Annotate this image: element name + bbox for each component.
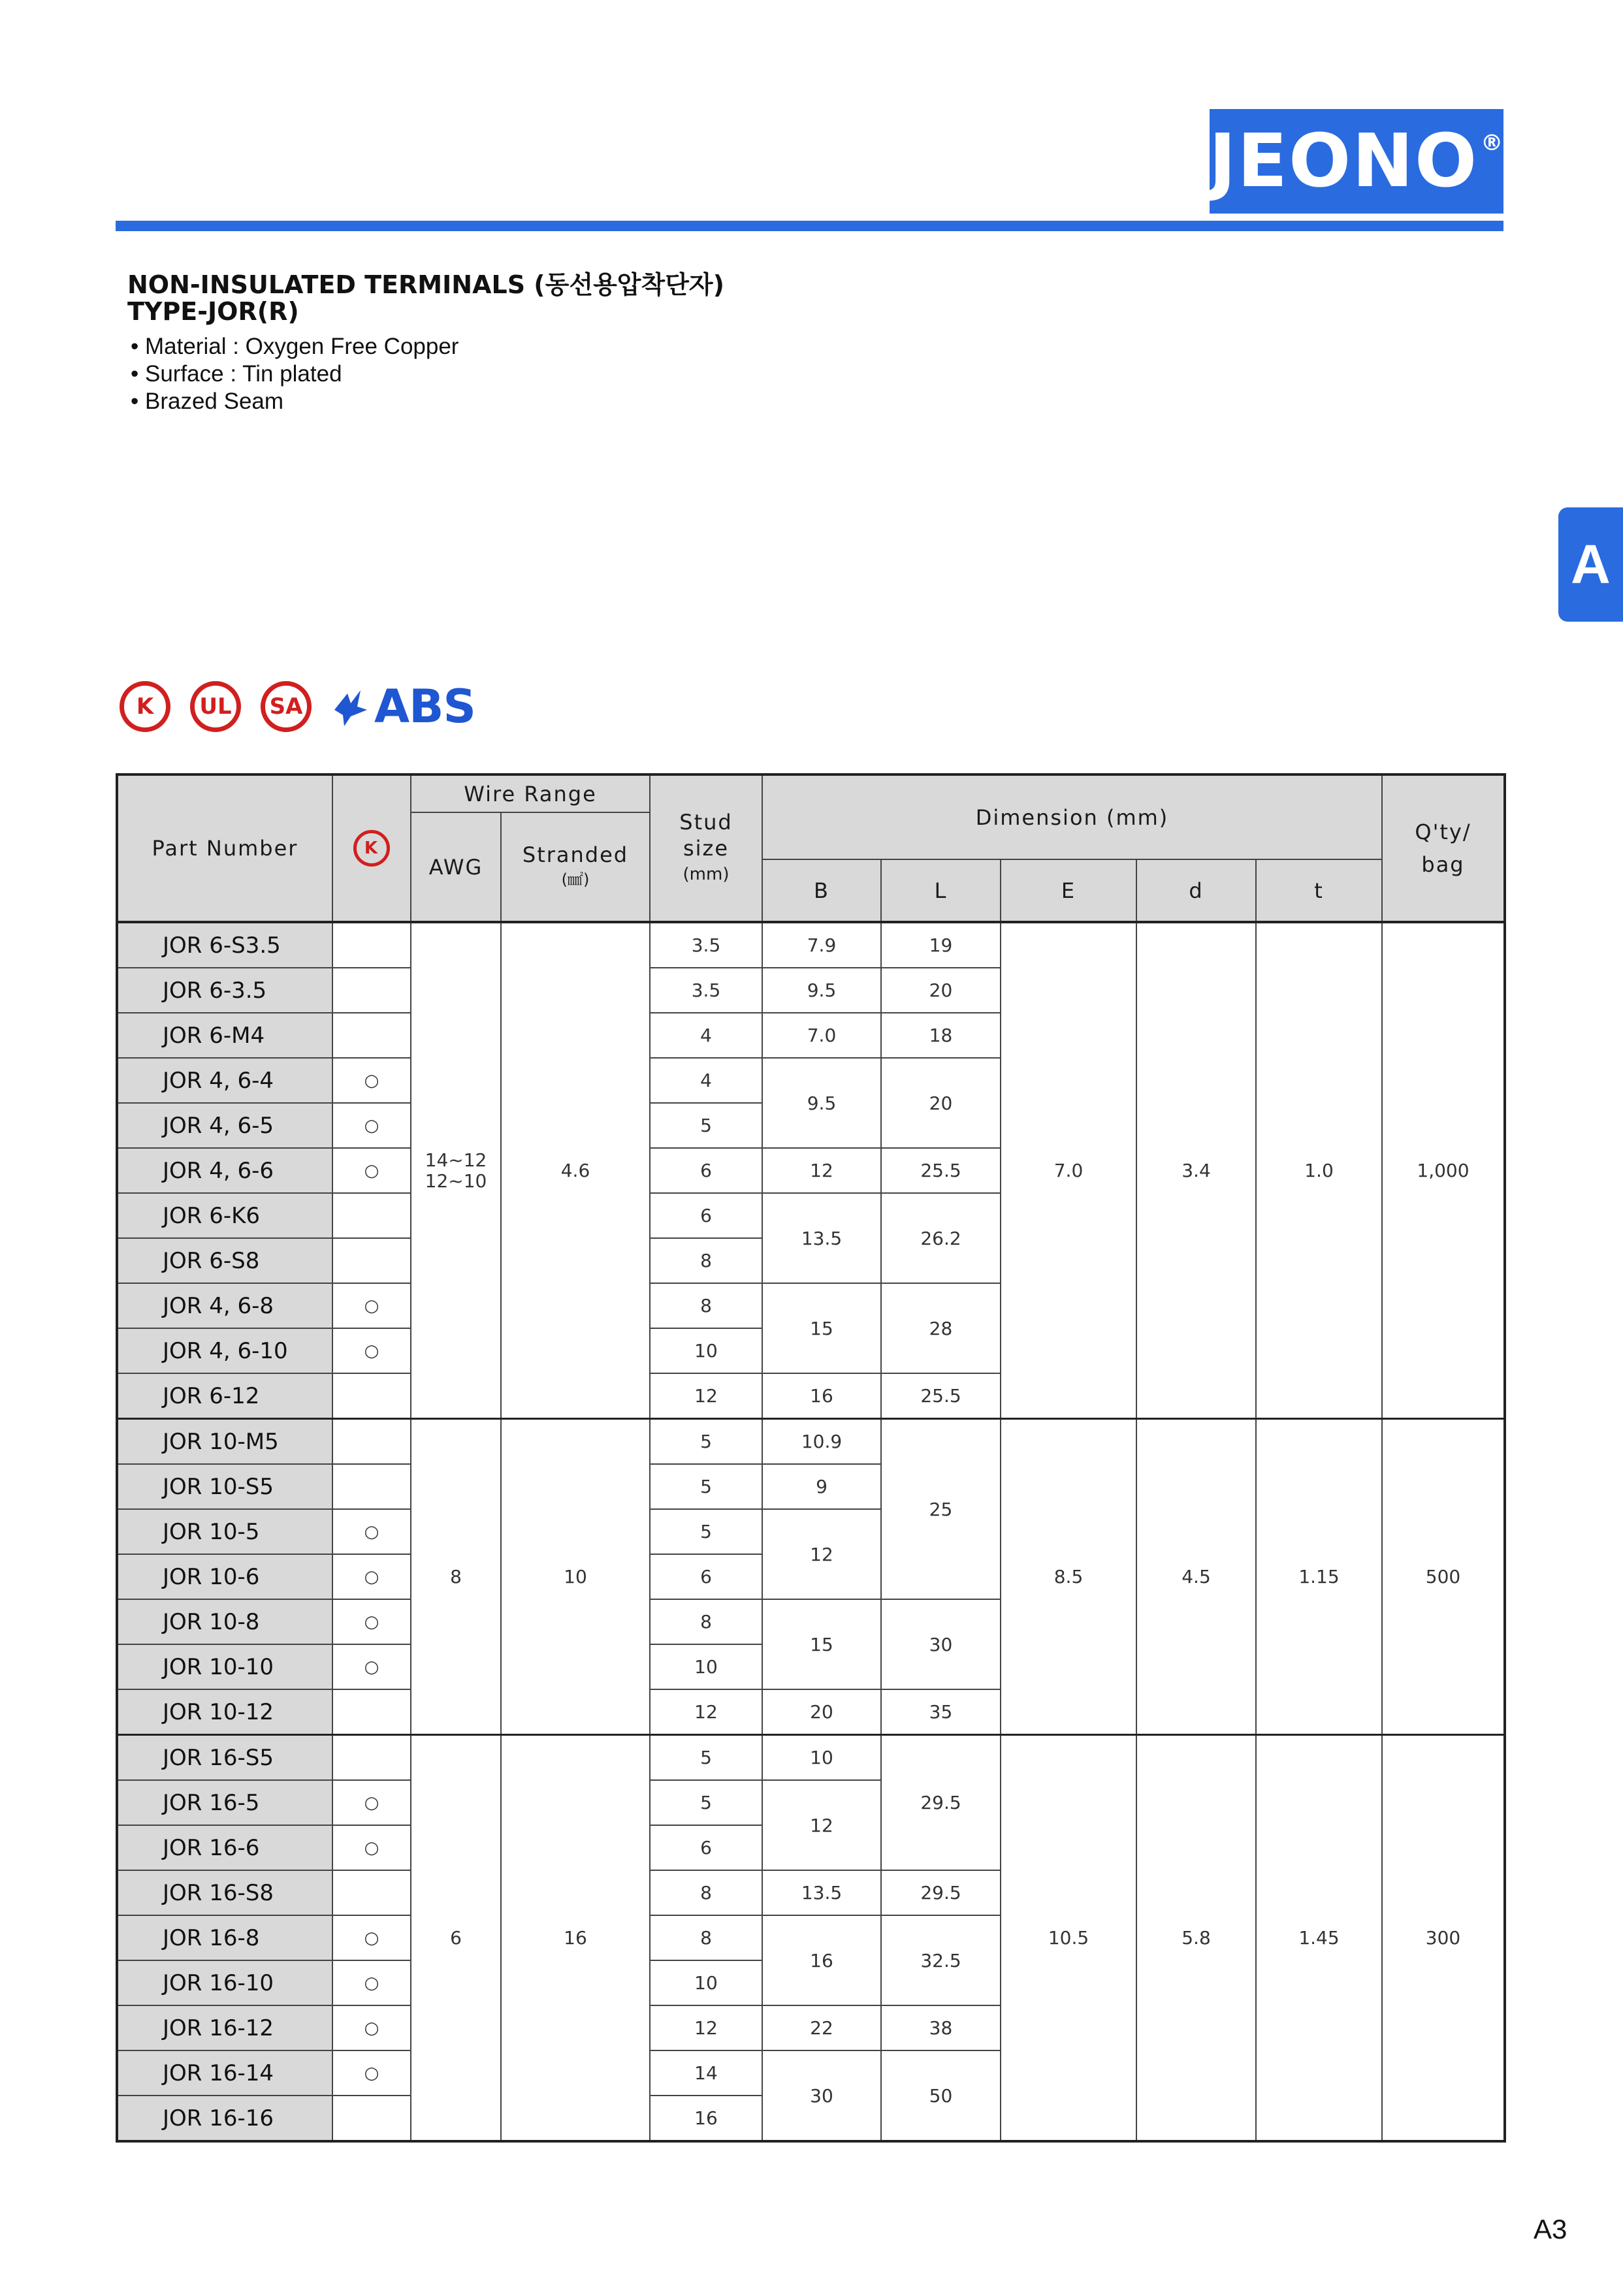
b-cell: 30 [762,2050,881,2141]
part-number-cell: JOR 4, 6-5 [117,1103,332,1148]
part-number-cell: JOR 16-16 [117,2096,332,2141]
kc-cell [332,1013,411,1058]
stud-cell: 6 [650,1825,762,1870]
b-cell: 15 [762,1283,881,1373]
e-cell: 10.5 [1001,1735,1136,2142]
kc-cell: ○ [332,1644,411,1689]
b-cell: 7.0 [762,1013,881,1058]
part-number-cell: JOR 10-8 [117,1599,332,1644]
qty-cell: 1,000 [1382,922,1505,1419]
d-cell: 4.5 [1136,1419,1256,1735]
t-cell: 1.45 [1256,1735,1382,2142]
l-cell: 25.5 [881,1148,1001,1193]
header-stranded: Stranded (㎟) [501,812,650,922]
stud-cell: 6 [650,1193,762,1238]
table-row [117,1419,1505,1465]
l-cell: 30 [881,1599,1001,1689]
part-number-cell: JOR 10-5 [117,1509,332,1554]
kc-cell [332,1464,411,1509]
stud-cell: 5 [650,1735,762,1781]
stranded-cell: 4.6 [501,922,650,1419]
table-row [117,1735,1505,1781]
stranded-cell: 10 [501,1419,650,1735]
kc-cell [332,1238,411,1283]
kc-cell [332,1373,411,1419]
b-cell: 13.5 [762,1870,881,1915]
b-cell: 12 [762,1780,881,1870]
kc-cell [332,922,411,968]
kc-cell [332,1419,411,1465]
header-l: L [881,859,1001,922]
spec-table [116,773,1506,2143]
b-cell: 10.9 [762,1419,881,1465]
header-b: B [762,859,881,922]
l-cell: 38 [881,2005,1001,2050]
b-cell: 16 [762,1373,881,1419]
kc-cell: ○ [332,1103,411,1148]
brand-name: JEONO [1208,119,1479,204]
kc-cell: ○ [332,1283,411,1328]
d-cell: 3.4 [1136,922,1256,1419]
kc-cell [332,1689,411,1735]
awg-cell: 6 [411,1735,501,2142]
part-number-cell: JOR 10-M5 [117,1419,332,1465]
b-cell: 15 [762,1599,881,1689]
kc-cell [332,1735,411,1781]
kc-cell: ○ [332,1960,411,2005]
stud-cell: 6 [650,1148,762,1193]
stud-cell: 16 [650,2096,762,2141]
l-cell: 32.5 [881,1915,1001,2005]
e-cell: 7.0 [1001,922,1136,1419]
b-cell: 12 [762,1509,881,1599]
stud-cell: 5 [650,1509,762,1554]
stud-cell: 5 [650,1103,762,1148]
part-number-cell: JOR 16-8 [117,1915,332,1960]
part-number-cell: JOR 6-M4 [117,1013,332,1058]
stud-cell: 5 [650,1780,762,1825]
t-cell: 1.15 [1256,1419,1382,1735]
kc-mark-icon: K [120,681,170,732]
l-cell: 26.2 [881,1193,1001,1283]
stud-cell: 12 [650,2005,762,2050]
stud-cell: 10 [650,1644,762,1689]
kc-cell [332,968,411,1013]
part-number-cell: JOR 10-10 [117,1644,332,1689]
kc-cell: ○ [332,1825,411,1870]
kc-cell: ○ [332,1058,411,1103]
part-number-cell: JOR 4, 6-6 [117,1148,332,1193]
stud-cell: 8 [650,1915,762,1960]
header-e: E [1001,859,1136,922]
header-stud-size: Stud size (mm) [650,774,762,922]
header-d: d [1136,859,1256,922]
t-cell: 1.0 [1256,922,1382,1419]
stud-cell: 4 [650,1013,762,1058]
stud-cell: 8 [650,1599,762,1644]
header-rule [116,221,1503,231]
b-cell: 13.5 [762,1193,881,1283]
page-subtitle: TYPE-JOR(R) [127,297,299,326]
part-number-cell: JOR 10-12 [117,1689,332,1735]
kc-cell: ○ [332,1328,411,1373]
section-tab: A [1558,507,1623,622]
header-dimension: Dimension (mm) [762,774,1382,859]
ul-mark-icon: UL [190,681,241,732]
part-number-cell: JOR 6-K6 [117,1193,332,1238]
part-number-cell: JOR 4, 6-10 [117,1328,332,1373]
kc-mark-icon: K [353,830,390,867]
csa-mark-icon: SA [261,681,312,732]
l-cell: 20 [881,968,1001,1013]
b-cell: 9 [762,1464,881,1509]
feature-item: • Material : Oxygen Free Copper [131,333,458,360]
qty-cell: 300 [1382,1735,1505,2142]
kc-cell: ○ [332,1148,411,1193]
l-cell: 28 [881,1283,1001,1373]
page-number: A3 [1534,2214,1567,2244]
l-cell: 35 [881,1689,1001,1735]
feature-item: • Brazed Seam [131,388,458,415]
part-number-cell: JOR 16-12 [117,2005,332,2050]
l-cell: 19 [881,922,1001,968]
part-number-cell: JOR 6-12 [117,1373,332,1419]
l-cell: 29.5 [881,1870,1001,1915]
d-cell: 5.8 [1136,1735,1256,2142]
stud-cell: 12 [650,1373,762,1419]
page-title: NON-INSULATED TERMINALS (동선용압착단자) [127,270,724,299]
b-cell: 20 [762,1689,881,1735]
part-number-cell: JOR 16-5 [117,1780,332,1825]
header-kc [332,774,411,922]
l-cell: 25.5 [881,1373,1001,1419]
part-number-cell: JOR 16-14 [117,2050,332,2096]
stud-cell: 6 [650,1554,762,1599]
l-cell: 50 [881,2050,1001,2141]
stud-cell: 3.5 [650,922,762,968]
kc-cell [332,1193,411,1238]
part-number-cell: JOR 10-6 [117,1554,332,1599]
l-cell: 29.5 [881,1735,1001,1871]
registered-mark: ® [1481,130,1505,156]
part-number-cell: JOR 16-S8 [117,1870,332,1915]
table-row [117,922,1505,968]
kc-cell [332,2096,411,2141]
part-number-cell: JOR 16-10 [117,1960,332,2005]
stud-cell: 12 [650,1689,762,1735]
b-cell: 10 [762,1735,881,1781]
part-number-cell: JOR 16-6 [117,1825,332,1870]
certification-logos [120,677,475,736]
qty-cell: 500 [1382,1419,1505,1735]
brand-logo [1210,109,1503,214]
header-qty: Q'ty/ bag [1382,774,1505,922]
l-cell: 25 [881,1419,1001,1600]
kc-cell: ○ [332,1509,411,1554]
awg-cell: 14~12 12~10 [411,922,501,1419]
kc-cell [332,1870,411,1915]
header-awg: AWG [411,812,501,922]
part-number-cell: JOR 16-S5 [117,1735,332,1781]
b-cell: 9.5 [762,968,881,1013]
stud-cell: 10 [650,1328,762,1373]
stud-cell: 5 [650,1419,762,1465]
part-number-cell: JOR 10-S5 [117,1464,332,1509]
eagle-icon [331,684,370,729]
awg-cell: 8 [411,1419,501,1735]
stud-cell: 14 [650,2050,762,2096]
e-cell: 8.5 [1001,1419,1136,1735]
stud-cell: 8 [650,1870,762,1915]
l-cell: 20 [881,1058,1001,1148]
stud-cell: 10 [650,1960,762,2005]
kc-cell: ○ [332,1915,411,1960]
feature-list [131,333,458,415]
kc-cell: ○ [332,2005,411,2050]
stud-cell: 3.5 [650,968,762,1013]
part-number-cell: JOR 4, 6-4 [117,1058,332,1103]
b-cell: 16 [762,1915,881,2005]
feature-item: • Surface : Tin plated [131,360,458,388]
b-cell: 7.9 [762,922,881,968]
l-cell: 18 [881,1013,1001,1058]
stud-cell: 8 [650,1238,762,1283]
header-t: t [1256,859,1382,922]
part-number-cell: JOR 6-S8 [117,1238,332,1283]
b-cell: 12 [762,1148,881,1193]
b-cell: 9.5 [762,1058,881,1148]
part-number-cell: JOR 6-S3.5 [117,922,332,968]
header-wire-range: Wire Range [411,774,650,812]
stud-cell: 4 [650,1058,762,1103]
abs-mark-icon: ABS [331,680,475,733]
part-number-cell: JOR 6-3.5 [117,968,332,1013]
stranded-cell: 16 [501,1735,650,2142]
kc-cell: ○ [332,2050,411,2096]
stud-cell: 8 [650,1283,762,1328]
kc-cell: ○ [332,1554,411,1599]
kc-cell: ○ [332,1780,411,1825]
kc-cell: ○ [332,1599,411,1644]
stud-cell: 5 [650,1464,762,1509]
part-number-cell: JOR 4, 6-8 [117,1283,332,1328]
b-cell: 22 [762,2005,881,2050]
header-part-number: Part Number [117,774,332,922]
